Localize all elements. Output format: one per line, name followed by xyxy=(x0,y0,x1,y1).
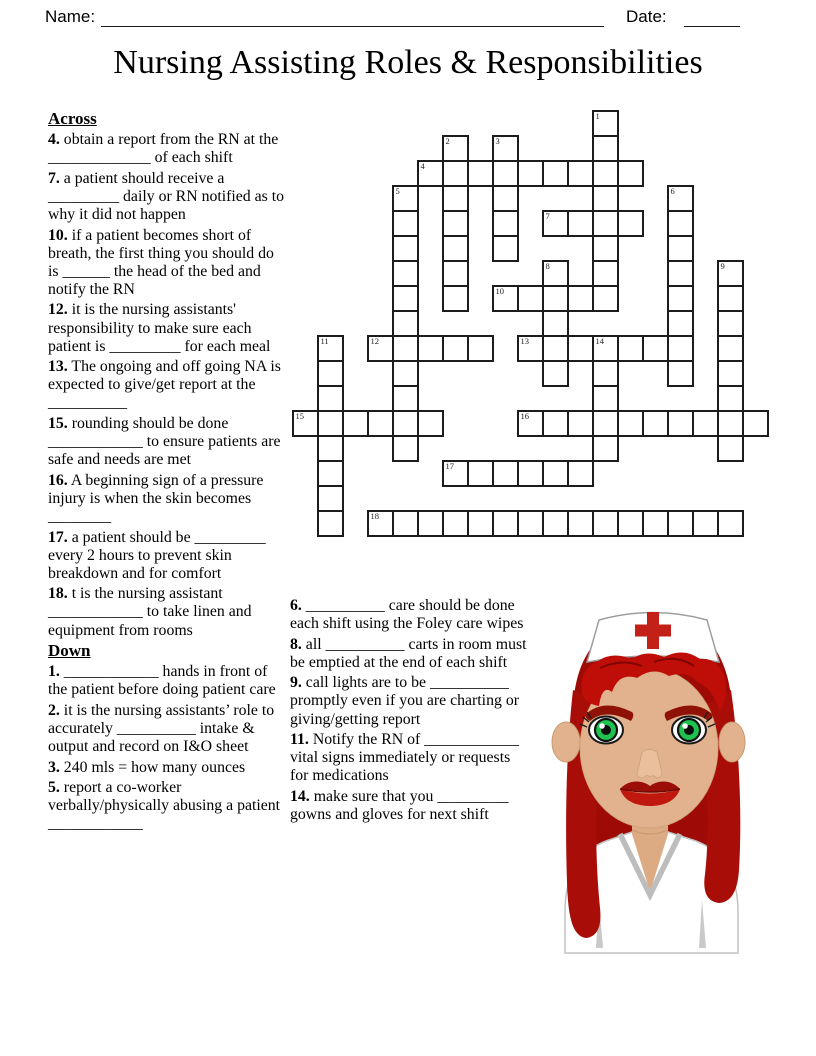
crossword-grid xyxy=(292,110,771,539)
grid-cell-r12c17[interactable] xyxy=(717,410,744,437)
grid-cell-r13c12[interactable] xyxy=(592,435,619,462)
grid-cell-r2c7[interactable] xyxy=(467,160,494,187)
cell-number-6: 6 xyxy=(670,186,675,196)
cell-number-12: 12 xyxy=(370,336,379,346)
grid-cell-r10c1[interactable] xyxy=(317,360,344,387)
grid-cell-r13c1[interactable] xyxy=(317,435,344,462)
grid-cell-r9c12[interactable] xyxy=(592,335,619,362)
grid-cell-r5c8[interactable] xyxy=(492,235,519,262)
grid-cell-r16c6[interactable] xyxy=(442,510,469,537)
grid-cell-r2c13[interactable] xyxy=(617,160,644,187)
clue-9: 9. call lights are to be __________ promptly even if you are charting or giving/getting report xyxy=(290,674,519,728)
grid-cell-r6c17[interactable] xyxy=(717,260,744,287)
grid-cell-r12c12[interactable] xyxy=(592,410,619,437)
grid-cell-r7c4[interactable] xyxy=(392,285,419,312)
grid-cell-r12c14[interactable] xyxy=(642,410,669,437)
grid-cell-r16c9[interactable] xyxy=(517,510,544,537)
grid-cell-r12c16[interactable] xyxy=(692,410,719,437)
grid-cell-r9c5[interactable] xyxy=(417,335,444,362)
clue-18: 18. t is the nursing assistant ____________ to take linen and equipment from rooms xyxy=(48,585,252,639)
cell-number-10: 10 xyxy=(495,286,504,296)
grid-cell-r12c1[interactable] xyxy=(317,410,344,437)
grid-cell-r14c10[interactable] xyxy=(542,460,569,487)
grid-cell-r10c17[interactable] xyxy=(717,360,744,387)
grid-cell-r16c12[interactable] xyxy=(592,510,619,537)
down-clue-list-left xyxy=(48,663,288,833)
grid-cell-r12c18[interactable] xyxy=(742,410,769,437)
grid-cell-r16c13[interactable] xyxy=(617,510,644,537)
grid-cell-r10c15[interactable] xyxy=(667,360,694,387)
grid-cell-r3c8[interactable] xyxy=(492,185,519,212)
grid-cell-r5c15[interactable] xyxy=(667,235,694,262)
grid-cell-r7c17[interactable] xyxy=(717,285,744,312)
grid-cell-r11c12[interactable] xyxy=(592,385,619,412)
grid-cell-r16c14[interactable] xyxy=(642,510,669,537)
page-title: Nursing Assisting Roles & Responsibilities xyxy=(113,44,703,81)
grid-cell-r9c13[interactable] xyxy=(617,335,644,362)
grid-cell-r3c15[interactable] xyxy=(667,185,694,212)
across-clue-list xyxy=(48,131,288,640)
grid-cell-r12c11[interactable] xyxy=(567,410,594,437)
grid-cell-r12c9[interactable] xyxy=(517,410,544,437)
grid-cell-r2c5[interactable] xyxy=(417,160,444,187)
grid-cell-r16c5[interactable] xyxy=(417,510,444,537)
clue-2: 2. it is the nursing assistants’ role to accurately __________ intake & output and record on I&O sheet xyxy=(48,701,275,756)
date-input-line[interactable] xyxy=(684,10,740,27)
grid-cell-r12c10[interactable] xyxy=(542,410,569,437)
grid-cell-r9c6[interactable] xyxy=(442,335,469,362)
clue-6: 6. __________ care should be done each shift using the Foley care wipes xyxy=(290,597,524,633)
grid-cell-r11c17[interactable] xyxy=(717,385,744,412)
clue-16: 16. A beginning sign of a pressure injury is when the skin becomes ________ xyxy=(48,471,264,525)
cell-number-16: 16 xyxy=(520,411,529,421)
cell-number-2: 2 xyxy=(445,136,450,146)
clue-15: 15. rounding should be done ____________ to ensure patients are safe and needs are met xyxy=(48,415,281,469)
grid-cell-r9c3[interactable] xyxy=(367,335,394,362)
clue-11: 11. Notify the RN of ____________ vital signs immediately or requests for medications xyxy=(290,731,520,785)
clue-4: 4. obtain a report from the RN at the _____________ of each shift xyxy=(48,131,279,167)
grid-cell-r5c12[interactable] xyxy=(592,235,619,262)
clue-1: 1. ____________ hands in front of the patient before doing patient care xyxy=(48,663,276,699)
grid-cell-r15c1[interactable] xyxy=(317,485,344,512)
grid-cell-r9c1[interactable] xyxy=(317,335,344,362)
cell-number-1: 1 xyxy=(595,111,600,121)
ear-right-icon xyxy=(719,722,745,762)
grid-cell-r9c10[interactable] xyxy=(542,335,569,362)
clue-10: 10. if a patient becomes short of breath, the first thing you should do is ______ the head of the bed and notify the RN xyxy=(48,226,274,298)
clue-7: 7. a patient should receive a _________ daily or RN notified as to why it did not happen xyxy=(48,169,285,223)
grid-cell-r4c4[interactable] xyxy=(392,210,419,237)
grid-cell-r9c17[interactable] xyxy=(717,335,744,362)
across-heading: Across xyxy=(48,109,97,128)
grid-cell-r12c15[interactable] xyxy=(667,410,694,437)
grid-cell-r3c6[interactable] xyxy=(442,185,469,212)
grid-cell-r1c8[interactable] xyxy=(492,135,519,162)
grid-cell-r16c10[interactable] xyxy=(542,510,569,537)
grid-cell-r11c1[interactable] xyxy=(317,385,344,412)
grid-cell-r4c12[interactable] xyxy=(592,210,619,237)
grid-cell-r7c10[interactable] xyxy=(542,285,569,312)
grid-cell-r9c9[interactable] xyxy=(517,335,544,362)
cell-number-8: 8 xyxy=(545,261,550,271)
cell-number-3: 3 xyxy=(495,136,500,146)
grid-cell-r16c17[interactable] xyxy=(717,510,744,537)
grid-cell-r6c4[interactable] xyxy=(392,260,419,287)
cell-number-5: 5 xyxy=(395,186,400,196)
down-heading: Down xyxy=(48,641,91,661)
grid-cell-r16c1[interactable] xyxy=(317,510,344,537)
grid-cell-r3c12[interactable] xyxy=(592,185,619,212)
grid-cell-r12c2[interactable] xyxy=(342,410,369,437)
grid-cell-r13c4[interactable] xyxy=(392,435,419,462)
nurse-illustration xyxy=(542,582,776,954)
grid-cell-r12c5[interactable] xyxy=(417,410,444,437)
cell-number-17: 17 xyxy=(445,461,454,471)
clue-12: 12. it is the nursing assistants' responsibility to make sure each patient is _________ for each meal xyxy=(48,301,271,355)
clues-column-middle xyxy=(290,597,530,827)
grid-cell-r9c15[interactable] xyxy=(667,335,694,362)
grid-cell-r9c11[interactable] xyxy=(567,335,594,362)
grid-cell-r14c9[interactable] xyxy=(517,460,544,487)
grid-cell-r2c8[interactable] xyxy=(492,160,519,187)
cell-number-9: 9 xyxy=(720,261,725,271)
down-clue-list-middle xyxy=(290,597,530,824)
clue-8: 8. all __________ carts in room must be emptied at the end of each shift xyxy=(290,635,527,671)
grid-cell-r8c4[interactable] xyxy=(392,310,419,337)
grid-cell-r2c11[interactable] xyxy=(567,160,594,187)
grid-cell-r1c6[interactable] xyxy=(442,135,469,162)
grid-cell-r2c10[interactable] xyxy=(542,160,569,187)
grid-cell-r6c12[interactable] xyxy=(592,260,619,287)
grid-cell-r16c3[interactable] xyxy=(367,510,394,537)
date-label: Date: xyxy=(626,7,667,26)
clues-column-left xyxy=(48,110,288,836)
grid-cell-r5c6[interactable] xyxy=(442,235,469,262)
grid-cell-r13c17[interactable] xyxy=(717,435,744,462)
cell-number-7: 7 xyxy=(545,211,550,221)
grid-cell-r10c12[interactable] xyxy=(592,360,619,387)
grid-cell-r2c9[interactable] xyxy=(517,160,544,187)
grid-cell-r4c6[interactable] xyxy=(442,210,469,237)
grid-cell-r6c6[interactable] xyxy=(442,260,469,287)
grid-cell-r14c8[interactable] xyxy=(492,460,519,487)
grid-cell-r12c0[interactable] xyxy=(292,410,319,437)
grid-cell-r5c4[interactable] xyxy=(392,235,419,262)
grid-cell-r3c4[interactable] xyxy=(392,185,419,212)
grid-cell-r8c17[interactable] xyxy=(717,310,744,337)
grid-cell-r16c15[interactable] xyxy=(667,510,694,537)
ear-left-icon xyxy=(552,722,580,762)
grid-cell-r6c15[interactable] xyxy=(667,260,694,287)
grid-cell-r12c13[interactable] xyxy=(617,410,644,437)
clue-14: 14. make sure that you _________ gowns and gloves for next shift xyxy=(290,787,509,824)
name-input-line[interactable] xyxy=(101,10,604,27)
grid-cell-r14c6[interactable] xyxy=(442,460,469,487)
grid-cell-r12c3[interactable] xyxy=(367,410,394,437)
grid-cell-r16c11[interactable] xyxy=(567,510,594,537)
grid-cell-r7c12[interactable] xyxy=(592,285,619,312)
clue-13: 13. The ongoing and off going NA is expected to give/get report at the __________ xyxy=(48,358,281,412)
grid-cell-r2c6[interactable] xyxy=(442,160,469,187)
grid-cell-r7c11[interactable] xyxy=(567,285,594,312)
grid-cell-r9c14[interactable] xyxy=(642,335,669,362)
grid-cell-r16c8[interactable] xyxy=(492,510,519,537)
grid-cell-r1c12[interactable] xyxy=(592,135,619,162)
grid-cell-r11c4[interactable] xyxy=(392,385,419,412)
grid-cell-r0c12[interactable] xyxy=(592,110,619,137)
grid-cell-r7c6[interactable] xyxy=(442,285,469,312)
grid-cell-r10c10[interactable] xyxy=(542,360,569,387)
grid-cell-r4c11[interactable] xyxy=(567,210,594,237)
grid-cell-r6c10[interactable] xyxy=(542,260,569,287)
grid-cell-r14c1[interactable] xyxy=(317,460,344,487)
cell-number-18: 18 xyxy=(370,511,379,521)
grid-cell-r4c15[interactable] xyxy=(667,210,694,237)
grid-cell-r4c8[interactable] xyxy=(492,210,519,237)
cell-number-14: 14 xyxy=(595,336,604,346)
grid-cell-r7c15[interactable] xyxy=(667,285,694,312)
grid-cell-r12c4[interactable] xyxy=(392,410,419,437)
grid-cell-r16c4[interactable] xyxy=(392,510,419,537)
cell-number-11: 11 xyxy=(320,336,329,346)
clue-5: 5. report a co-worker verbally/physically abusing a patient ____________ xyxy=(48,779,281,833)
grid-cell-r8c15[interactable] xyxy=(667,310,694,337)
grid-cell-r4c13[interactable] xyxy=(617,210,644,237)
grid-cell-r10c4[interactable] xyxy=(392,360,419,387)
clue-17: 17. a patient should be _________ every 2 hours to prevent skin breakdown and for comfort xyxy=(48,528,266,582)
clue-3: 3. 240 mls = how many ounces xyxy=(48,758,246,776)
cell-number-13: 13 xyxy=(520,336,529,346)
grid-cell-r16c7[interactable] xyxy=(467,510,494,537)
grid-cell-r9c4[interactable] xyxy=(392,335,419,362)
cell-number-4: 4 xyxy=(420,161,425,171)
grid-cell-r7c9[interactable] xyxy=(517,285,544,312)
grid-cell-r4c10[interactable] xyxy=(542,210,569,237)
grid-cell-r14c11[interactable] xyxy=(567,460,594,487)
grid-cell-r8c10[interactable] xyxy=(542,310,569,337)
grid-cell-r7c8[interactable] xyxy=(492,285,519,312)
grid-cell-r16c16[interactable] xyxy=(692,510,719,537)
grid-cell-r14c7[interactable] xyxy=(467,460,494,487)
cell-number-15: 15 xyxy=(295,411,304,421)
name-label: Name: xyxy=(45,7,96,26)
grid-cell-r9c7[interactable] xyxy=(467,335,494,362)
grid-cell-r2c12[interactable] xyxy=(592,160,619,187)
